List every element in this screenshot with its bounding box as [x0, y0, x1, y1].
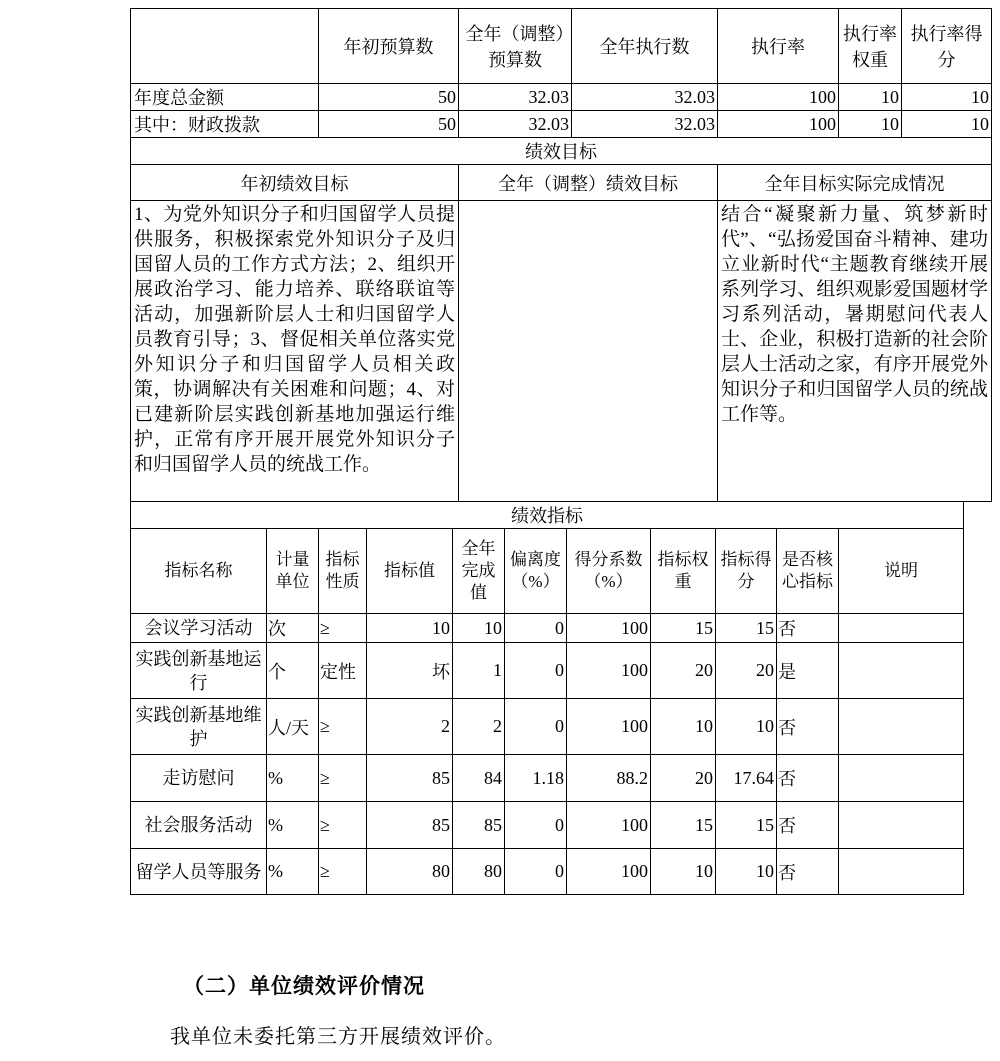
cell: 50	[319, 111, 459, 138]
cell: 10	[453, 614, 505, 643]
cell: 1	[453, 643, 505, 699]
cell: 100	[718, 84, 839, 111]
cell: 15	[716, 614, 777, 643]
cell: 否	[777, 755, 839, 802]
cell: ≥	[319, 802, 367, 849]
cell: 否	[777, 614, 839, 643]
cell: 2	[453, 699, 505, 755]
cell	[839, 614, 964, 643]
evaluation-statement: 我单位未委托第三方开展绩效评价。	[170, 1026, 506, 1048]
cell: 坏	[367, 643, 453, 699]
cell	[839, 849, 964, 895]
cell: 2	[367, 699, 453, 755]
indicator-row	[131, 755, 964, 802]
cell: 否	[777, 802, 839, 849]
cell: 10	[839, 111, 902, 138]
column-header-remarks: 说明	[839, 529, 964, 614]
cell: 32.03	[572, 111, 718, 138]
cell: 10	[902, 84, 992, 111]
column-header-indicator-score: 指标得分	[716, 529, 777, 614]
budget-row-total	[131, 84, 992, 111]
cell: 否	[777, 849, 839, 895]
section-title-indicators: 绩效指标	[131, 502, 964, 529]
cell: 50	[319, 84, 459, 111]
indicator-name: 实践创新基地维护	[131, 699, 267, 755]
column-header-completed-value: 全年完成值	[453, 529, 505, 614]
column-header-adjusted-goal: 全年（调整）绩效目标	[459, 165, 718, 201]
indicators-header-row	[131, 529, 964, 614]
cell: 定性	[319, 643, 367, 699]
column-header-actual-completion: 全年目标实际完成情况	[718, 165, 992, 201]
cell: 80	[453, 849, 505, 895]
indicator-name: 社会服务活动	[131, 802, 267, 849]
indicator-name: 走访慰问	[131, 755, 267, 802]
initial-goal-text: 1、为党外知识分子和归国留学人员提供服务，积极探索党外知识分子及归国留人员的工作方式方法；2、组织开展政治学习、能力培养、联络联谊等活动，加强新阶层人士和归国留学人员教育引导；3、督促相关单位落实党外知识分子和归国留学人员相关政策，协调解决有关困难和问题；4、对已建新阶层实践创新基地加强运行维护，正常有序开展开展党外知识分子和归国留学人员的统战工作。	[131, 201, 459, 502]
indicator-name: 会议学习活动	[131, 614, 267, 643]
column-header-blank	[131, 9, 319, 84]
column-header-initial-budget: 年初预算数	[319, 9, 459, 84]
cell: 20	[651, 643, 716, 699]
document-body	[130, 8, 992, 895]
column-header-initial-goal: 年初绩效目标	[131, 165, 459, 201]
cell: 人/天	[267, 699, 319, 755]
cell: 10	[651, 699, 716, 755]
cell	[839, 643, 964, 699]
cell: 17.64	[716, 755, 777, 802]
indicators-band-row	[131, 502, 964, 529]
cell: 32.03	[572, 84, 718, 111]
cell: 80	[367, 849, 453, 895]
column-header-core-indicator: 是否核心指标	[777, 529, 839, 614]
column-header-rate-weight: 执行率权重	[839, 9, 902, 84]
cell: 85	[367, 755, 453, 802]
goals-content-row	[131, 201, 992, 502]
column-header-deviation: 偏离度（%）	[505, 529, 567, 614]
cell: 100	[567, 614, 651, 643]
row-label: 年度总金额	[131, 84, 319, 111]
goals-band-row	[131, 138, 992, 165]
cell: %	[267, 802, 319, 849]
section-title-goals: 绩效目标	[131, 138, 992, 165]
cell: 0	[505, 802, 567, 849]
cell: 100	[567, 699, 651, 755]
cell: 次	[267, 614, 319, 643]
cell: ≥	[319, 614, 367, 643]
cell: 0	[505, 699, 567, 755]
indicator-name: 留学人员等服务	[131, 849, 267, 895]
cell: 15	[651, 614, 716, 643]
cell: 否	[777, 699, 839, 755]
column-header-execution-rate: 执行率	[718, 9, 839, 84]
cell: 32.03	[459, 111, 572, 138]
indicator-row	[131, 802, 964, 849]
cell: 个	[267, 643, 319, 699]
indicator-row	[131, 643, 964, 699]
cell: 20	[716, 643, 777, 699]
cell: 85	[453, 802, 505, 849]
budget-header-row	[131, 9, 992, 84]
goals-table	[130, 137, 992, 502]
cell: 10	[367, 614, 453, 643]
cell: 15	[651, 802, 716, 849]
indicator-row	[131, 849, 964, 895]
column-header-unit: 计量单位	[267, 529, 319, 614]
budget-row-fiscal	[131, 111, 992, 138]
cell: 15	[716, 802, 777, 849]
column-header-rate-score: 执行率得分	[902, 9, 992, 84]
cell: 100	[718, 111, 839, 138]
cell: 10	[716, 849, 777, 895]
cell: 10	[902, 111, 992, 138]
cell: 10	[839, 84, 902, 111]
cell: %	[267, 849, 319, 895]
cell: ≥	[319, 755, 367, 802]
cell: 100	[567, 849, 651, 895]
cell: 1.18	[505, 755, 567, 802]
actual-completion-text: 结合“凝聚新力量、筑梦新时代”、“弘扬爱国奋斗精神、建功立业新时代“主题教育继续开展系列学习、组织观影爱国题材学习系列活动，暑期慰问代表人士、企业，积极打造新的社会阶层人士活动之家，有序开展党外知识分子和归国留学人员的统战工作等。	[718, 201, 992, 502]
column-header-score-coefficient: 得分系数（%）	[567, 529, 651, 614]
cell: 是	[777, 643, 839, 699]
column-header-indicator-name: 指标名称	[131, 529, 267, 614]
cell: 32.03	[459, 84, 572, 111]
cell: 100	[567, 802, 651, 849]
cell: 10	[716, 699, 777, 755]
column-header-nature: 指标性质	[319, 529, 367, 614]
section-heading-evaluation: （二）单位绩效评价情况	[183, 974, 425, 998]
cell: 0	[505, 849, 567, 895]
column-header-indicator-value: 指标值	[367, 529, 453, 614]
adjusted-goal-text	[459, 201, 718, 502]
cell: 100	[567, 643, 651, 699]
cell: 84	[453, 755, 505, 802]
cell: 20	[651, 755, 716, 802]
indicator-name: 实践创新基地运行	[131, 643, 267, 699]
cell: 0	[505, 614, 567, 643]
cell: 88.2	[567, 755, 651, 802]
indicator-row	[131, 614, 964, 643]
column-header-adjusted-budget: 全年（调整）预算数	[459, 9, 572, 84]
cell: 10	[651, 849, 716, 895]
cell	[839, 755, 964, 802]
goals-header-row	[131, 165, 992, 201]
cell	[839, 699, 964, 755]
indicator-row	[131, 699, 964, 755]
cell: 85	[367, 802, 453, 849]
indicators-table	[130, 501, 964, 895]
cell: %	[267, 755, 319, 802]
column-header-indicator-weight: 指标权重	[651, 529, 716, 614]
column-header-executed: 全年执行数	[572, 9, 718, 84]
row-label: 其中：财政拨款	[131, 111, 319, 138]
cell: ≥	[319, 699, 367, 755]
cell: ≥	[319, 849, 367, 895]
cell	[839, 802, 964, 849]
cell: 0	[505, 643, 567, 699]
budget-table	[130, 8, 992, 138]
